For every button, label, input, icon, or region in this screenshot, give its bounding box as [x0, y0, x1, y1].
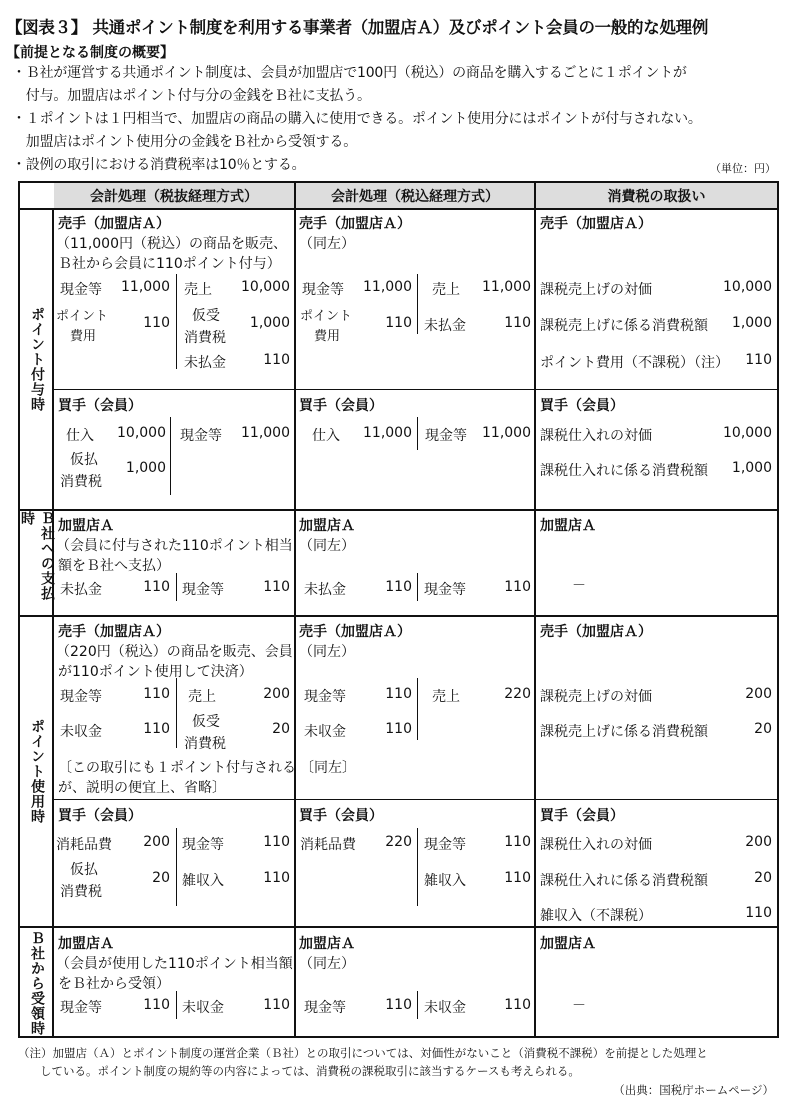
seller-desc: （11,000円（税込）の商品を販売、	[56, 236, 287, 252]
seller-title: 売手（加盟店Ａ）	[58, 624, 170, 640]
tax-line: 課税仕入れの対価	[540, 837, 652, 853]
same-as-left: （同左）	[299, 538, 355, 554]
tax-amount: 200	[745, 834, 772, 850]
account-kari: 消費税	[184, 736, 226, 752]
premise-heading: 【前提となる制度の概要】	[6, 45, 174, 61]
premise-bullet: ・設例の取引における消費税率は10％とする。	[12, 157, 306, 173]
pay-desc: 額をＢ社へ支払）	[58, 558, 170, 574]
pay-desc: （会員に付与された110ポイント相当	[56, 538, 293, 554]
t-account-line	[176, 573, 177, 601]
account-cash: 現金等	[424, 582, 466, 598]
buyer-title: 買手（会員）	[58, 398, 142, 414]
row-divider	[20, 926, 777, 928]
source-citation: （出典：国税庁ホームページ）	[613, 1083, 774, 1097]
t-account-line	[176, 678, 177, 748]
use-desc: が110ポイント使用して決済）	[58, 664, 253, 680]
tax-store-title: 加盟店Ａ	[540, 936, 596, 952]
premise-bullet: 加盟店はポイント使用分の金銭をＢ社から受領する。	[12, 134, 357, 150]
t-account-line	[417, 274, 418, 334]
account-sales: 売上	[184, 282, 212, 298]
figure-title: 【図表３】 共通ポイント制度を利用する事業者（加盟店Ａ）及びポイント会員の一般的な処理例	[6, 18, 709, 37]
account-cash: 現金等	[60, 282, 102, 298]
t-account-line	[170, 417, 171, 495]
amount: 110	[263, 834, 290, 850]
tax-amount: 10,000	[723, 425, 772, 441]
same-as-left: （同左）	[299, 644, 355, 660]
account-unpaid: 未払金	[304, 582, 346, 598]
account-karibarai: 仮払	[70, 452, 98, 468]
amount: 1,000	[125, 460, 166, 476]
amount: 10,000	[117, 425, 166, 441]
row-label-grant: ポイント付与時	[29, 307, 45, 412]
account-cash: 現金等	[180, 428, 222, 444]
amount: 20	[152, 870, 170, 886]
amount: 110	[504, 579, 531, 595]
row-divider	[20, 509, 777, 511]
tax-line: 課税仕入れの対価	[540, 428, 652, 444]
t-account-line	[417, 573, 418, 601]
account-purchase: 仕入	[66, 428, 94, 444]
row-divider	[20, 615, 777, 617]
premise-bullet: ・１ポイントは１円相当で、加盟店の商品の購入に使用できる。ポイント使用分にはポイントが付与されない。	[12, 111, 702, 127]
tax-amount: 20	[754, 870, 772, 886]
amount: 110	[143, 997, 170, 1013]
account-point: 費用	[314, 329, 341, 344]
tax-line: 課税売上げの対価	[540, 689, 652, 705]
unit-label: （単位：円）	[710, 162, 776, 175]
store-title: 加盟店Ａ	[58, 518, 114, 534]
account-consumables: 消耗品費	[300, 837, 356, 853]
tax-line: 課税仕入れに係る消費税額	[540, 873, 708, 889]
dash: －	[572, 998, 586, 1014]
t-account-line	[417, 417, 418, 450]
header-rule	[20, 208, 777, 210]
account-unpaid: 未払金	[184, 355, 226, 371]
amount: 110	[504, 834, 531, 850]
account-cash: 現金等	[182, 582, 224, 598]
account-unpaid: 未払金	[60, 582, 102, 598]
amount: 11,000	[482, 425, 531, 441]
amount: 110	[263, 870, 290, 886]
buyer-title: 買手（会員）	[58, 808, 142, 824]
account-cash: 現金等	[304, 1000, 346, 1016]
account-cash: 現金等	[60, 689, 102, 705]
account-point: ポイント	[300, 309, 353, 324]
amount: 220	[504, 686, 531, 702]
store-title: 加盟店Ａ	[299, 936, 355, 952]
tax-seller-title: 売手（加盟店Ａ）	[540, 216, 652, 232]
amount: 1,000	[249, 315, 290, 331]
amount: 110	[263, 352, 290, 368]
amount: 110	[504, 870, 531, 886]
account-cash: 現金等	[304, 689, 346, 705]
amount: 110	[385, 315, 412, 331]
amount: 110	[504, 315, 531, 331]
dash: －	[572, 578, 586, 594]
account-cash: 現金等	[60, 1000, 102, 1016]
account-receivable: 未収金	[60, 724, 102, 740]
account-misc-income: 雑収入	[182, 873, 224, 889]
header-tax-exclusive: 会計処理（税抜経理方式）	[54, 183, 294, 209]
amount: 110	[143, 579, 170, 595]
account-cash: 現金等	[302, 282, 344, 298]
account-karibarai: 消費税	[60, 884, 102, 900]
account-purchase: 仕入	[312, 428, 340, 444]
row-label-recv-b: Ｂ社から受領時	[29, 930, 45, 1036]
sub-divider	[54, 799, 777, 800]
tax-line: 課税売上げに係る消費税額	[540, 318, 708, 334]
t-account-line	[417, 828, 418, 906]
tax-line: ポイント費用（不課税）（注）	[540, 355, 729, 371]
account-receivable: 未収金	[304, 724, 346, 740]
accounting-table	[18, 181, 779, 1038]
tax-amount: 200	[745, 686, 772, 702]
use-desc: （220円（税込）の商品を販売、会員	[56, 644, 293, 660]
use-note: 〔この取引にも１ポイント付与される	[58, 760, 296, 776]
amount: 20	[272, 721, 290, 737]
account-sales: 売上	[432, 689, 460, 705]
account-karibarai: 仮払	[70, 862, 98, 878]
header-consumption-tax: 消費税の取扱い	[536, 183, 777, 209]
col-divider	[534, 183, 536, 1038]
tax-amount: 1,000	[731, 315, 772, 331]
account-misc-income: 雑収入	[424, 873, 466, 889]
account-kari: 仮受	[192, 308, 220, 324]
amount: 200	[263, 686, 290, 702]
seller-desc: Ｂ社から会員に110ポイント付与）	[58, 256, 281, 272]
t-account-line	[176, 828, 177, 906]
account-receivable: 未収金	[424, 1000, 466, 1016]
tax-amount: 20	[754, 721, 772, 737]
same-as-left: 〔同左〕	[300, 760, 356, 776]
tax-amount: 1,000	[731, 460, 772, 476]
tax-amount: 10,000	[723, 279, 772, 295]
amount: 110	[143, 686, 170, 702]
amount: 200	[143, 834, 170, 850]
seller-title: 売手（加盟店Ａ）	[299, 216, 411, 232]
amount: 11,000	[363, 425, 412, 441]
amount: 220	[385, 834, 412, 850]
same-as-left: （同左）	[299, 956, 355, 972]
amount: 110	[504, 997, 531, 1013]
buyer-title: 買手（会員）	[299, 808, 383, 824]
account-sales: 売上	[432, 282, 460, 298]
row-label-use: ポイント使用時	[29, 719, 45, 824]
footnote: している。ポイント制度の規約等の内容によっては、消費税の課税取引に該当するケースも考えられる。	[40, 1064, 580, 1078]
sub-divider	[54, 389, 777, 390]
amount: 110	[385, 721, 412, 737]
t-account-line	[176, 274, 177, 369]
account-karibarai: 消費税	[60, 474, 102, 490]
amount: 110	[263, 579, 290, 595]
store-title: 加盟店Ａ	[299, 518, 355, 534]
tax-amount: 110	[745, 352, 772, 368]
amount: 110	[385, 686, 412, 702]
tax-store-title: 加盟店Ａ	[540, 518, 596, 534]
buyer-title: 買手（会員）	[299, 398, 383, 414]
t-account-line	[417, 678, 418, 740]
tax-buyer-title: 買手（会員）	[540, 398, 624, 414]
tax-line: 雑収入（不課税）	[540, 908, 652, 924]
tax-seller-title: 売手（加盟店Ａ）	[540, 624, 652, 640]
account-kari: 仮受	[192, 714, 220, 730]
recv-desc: をＢ社から受領）	[58, 976, 170, 992]
amount: 11,000	[482, 279, 531, 295]
amount: 11,000	[363, 279, 412, 295]
premise-bullet: ・Ｂ社が運営する共通ポイント制度は、会員が加盟店で100円（税込）の商品を購入するごとに１ポイントが	[12, 65, 687, 81]
account-sales: 売上	[188, 689, 216, 705]
account-consumables: 消耗品費	[56, 837, 112, 853]
account-kari: 消費税	[184, 330, 226, 346]
t-account-line	[176, 991, 177, 1019]
account-cash: 現金等	[425, 428, 467, 444]
seller-title: 売手（加盟店Ａ）	[58, 216, 170, 232]
use-note: が、説明の便宜上、省略〕	[58, 780, 226, 796]
tax-buyer-title: 買手（会員）	[540, 808, 624, 824]
footnote: （注）加盟店（Ａ）とポイント制度の運営企業（Ｂ社）との取引については、対価性がないこと（消費税不課税）を前提とした処理と	[18, 1046, 708, 1060]
recv-desc: （会員が使用した110ポイント相当額	[56, 956, 293, 972]
account-receivable: 未収金	[182, 1000, 224, 1016]
seller-title: 売手（加盟店Ａ）	[299, 624, 411, 640]
col-divider	[294, 183, 296, 1038]
premise-bullet: 付与。加盟店はポイント付与分の金銭をＢ社に支払う。	[12, 88, 371, 104]
account-point: ポイント	[56, 309, 109, 324]
tax-line: 課税売上げに係る消費税額	[540, 724, 708, 740]
account-cash: 現金等	[182, 837, 224, 853]
amount: 11,000	[241, 425, 290, 441]
amount: 110	[385, 997, 412, 1013]
tax-amount: 110	[745, 905, 772, 921]
same-as-left: （同左）	[299, 236, 355, 252]
amount: 11,000	[121, 279, 170, 295]
tax-line: 課税売上げの対価	[540, 282, 652, 298]
account-point: 費用	[70, 329, 97, 344]
t-account-line	[417, 991, 418, 1019]
store-title: 加盟店Ａ	[58, 936, 114, 952]
amount: 110	[385, 579, 412, 595]
amount: 110	[143, 315, 170, 331]
tax-line: 課税仕入れに係る消費税額	[540, 463, 708, 479]
row-label-pay-b: Ｂ社への支払時	[19, 511, 55, 601]
header-tax-inclusive: 会計処理（税込経理方式）	[296, 183, 534, 209]
account-cash: 現金等	[424, 837, 466, 853]
amount: 10,000	[241, 279, 290, 295]
amount: 110	[143, 721, 170, 737]
account-unpaid: 未払金	[424, 318, 466, 334]
amount: 110	[263, 997, 290, 1013]
